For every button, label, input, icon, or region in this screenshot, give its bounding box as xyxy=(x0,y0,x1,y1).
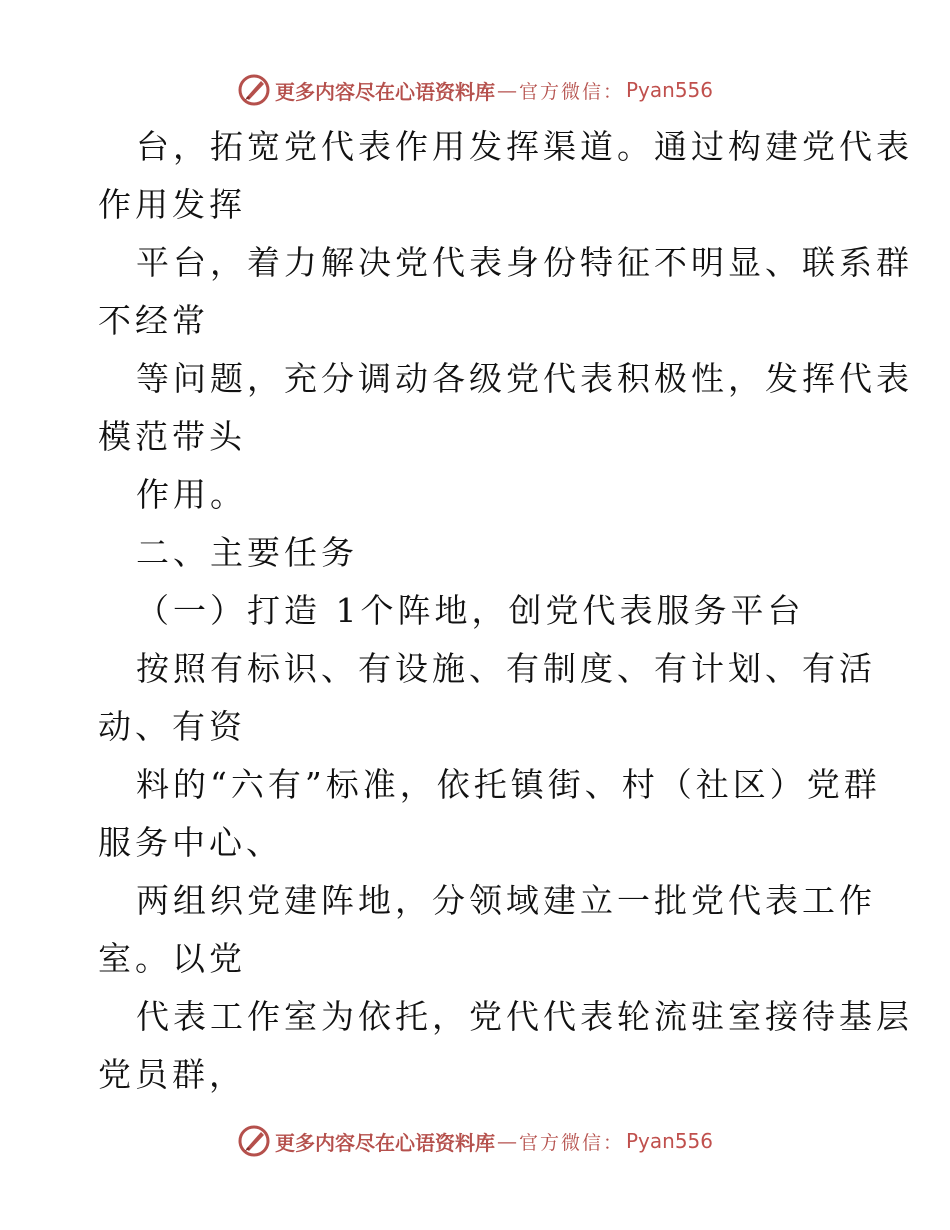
watermark-wechat-id: Pyan556 xyxy=(626,78,714,102)
text-line: 模范带头 xyxy=(98,417,246,456)
watermark-dash: — xyxy=(496,1129,517,1153)
text-line: 按照有标识、有设施、有制度、有计划、有活 xyxy=(136,649,876,688)
watermark-dash: — xyxy=(496,78,517,102)
watermark-label: 官方微信： xyxy=(518,1131,624,1154)
text-line: 作用发挥 xyxy=(98,185,246,224)
text-line: 党员群， xyxy=(98,1055,246,1094)
text-line: 平台，着力解决党代表身份特征不明显、联系群 xyxy=(136,243,913,282)
text-line: 等问题，充分调动各级党代表积极性，发挥代表 xyxy=(136,359,913,398)
text-line: 不经常 xyxy=(98,301,209,340)
watermark-wechat-id: Pyan556 xyxy=(626,1129,714,1153)
footer-watermark xyxy=(0,1121,950,1161)
quill-pen-logo-icon xyxy=(237,73,271,107)
text-line: 台，拓宽党代表作用发挥渠道。通过构建党代表 xyxy=(136,127,913,166)
text-line: 作用。 xyxy=(136,475,247,514)
text-line: 动、有资 xyxy=(98,707,246,746)
watermark-label: 官方微信： xyxy=(518,80,624,103)
text-line: 料的“六有”标准，依托镇街、村（社区）党群 xyxy=(136,765,881,804)
text-line: 代表工作室为依托，党代代表轮流驻室接待基层 xyxy=(136,997,913,1036)
subsection-heading: （一）打造 1个阵地，创党代表服务平台 xyxy=(136,591,805,630)
quill-pen-logo-icon xyxy=(237,1124,271,1158)
text-line: 室。以党 xyxy=(98,939,246,978)
header-watermark xyxy=(0,70,950,110)
watermark-text: 更多内容尽在心语资料库 xyxy=(274,79,495,104)
text-line: 两组织党建阵地，分领域建立一批党代表工作 xyxy=(136,881,876,920)
document-body xyxy=(98,118,913,1104)
watermark-text: 更多内容尽在心语资料库 xyxy=(274,1130,495,1155)
section-heading: 二、主要任务 xyxy=(136,533,358,572)
text-line: 服务中心、 xyxy=(98,823,283,862)
